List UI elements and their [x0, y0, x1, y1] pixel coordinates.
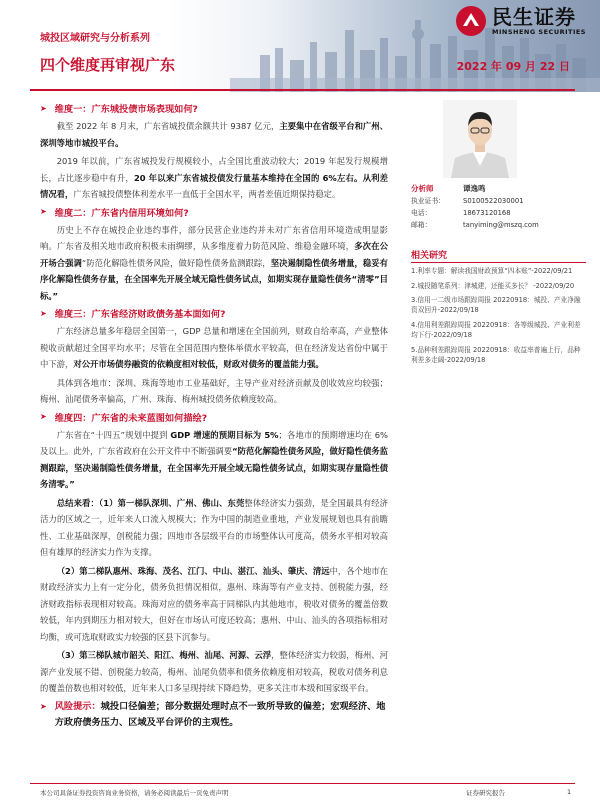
- body-text: 历史上不存在城投企业违约事件，部分民营企业违约并未对广东省信用环境造成明显影响。广东省及相关地市政府积极未雨绸缪，从多维度着力防范风险、维稳金融环境，: [40, 224, 388, 251]
- email-value[interactable]: tanyiming@mszq.com: [463, 221, 539, 229]
- arrow-icon: ➤: [40, 103, 47, 113]
- logo-english-name: MINSHENG SECURITIES: [492, 28, 586, 36]
- body-paragraph: [40, 427, 388, 493]
- logo-chinese-name: 民生证券: [492, 5, 576, 29]
- section-heading-text: 维度四：广东省的未来蓝图如何描绘?: [54, 412, 208, 424]
- analyst-label: 分析师: [411, 184, 434, 193]
- arrow-icon: ➤: [40, 308, 47, 318]
- minsheng-logo: [454, 4, 586, 38]
- report-title: 四个维度再审视广东: [40, 56, 176, 74]
- bold-text: “防范化解隐性债务风险，做好隐性债务监测跟踪，坚决遏制隐性债务增量，在全国率先开展全域无隐性债务试点，如期实现存量隐性债务清零。”: [40, 446, 389, 489]
- section-heading: [40, 306, 388, 320]
- bold-text: 总结来看：（1）第一梯队深圳、广州、佛山、东莞: [56, 497, 245, 508]
- section-heading-text: 维度一：广东城投债市场表现如何?: [54, 104, 198, 115]
- phone-value: 18673120168: [463, 209, 511, 217]
- bold-text: （2）第二梯队惠州、珠海、茂名、江门、中山、湛江、汕头、肇庆、清远: [56, 565, 330, 576]
- body-text: 2019 年以前，广东省城投发行规模较小，占全国比重波动较大；2019 年起发行规模增长，占比逐步稳中有升，: [40, 156, 388, 183]
- body-text: 整体经济实力强劲，是全国最具有经济活力的区域之一，近年来人口流入规模大；作为中国的制造业重地，产业发展规划也具有前瞻性、工业基础深厚，创税能力强；四地市各层级平台的市场整体认可度高，债务水平相对较高但有雄厚的经济实力作为支撑。: [40, 497, 388, 557]
- arrow-icon: ➤: [40, 412, 47, 421]
- bold-text: 多次在公开场合强调: [40, 241, 389, 268]
- analyst-photo: [443, 100, 517, 178]
- related-research-item[interactable]: 5.品种利差跟踪周报 20220918：收益率普遍上行，品种利差多走阔-2022/09/18: [411, 345, 581, 365]
- body-paragraph: [40, 375, 388, 408]
- body-paragraph: [40, 118, 388, 151]
- section-heading: [40, 205, 388, 219]
- bold-text: 20 年以来广东省城投债发行量基本维持在全国的 6%左右。从利差情况看，: [40, 172, 388, 199]
- body-paragraph: [40, 222, 388, 305]
- bold-text: 对公开市场债券融资的依赖度相对较低，财政对债务的覆盖能力强。: [73, 359, 324, 369]
- body-text: ，整体经济实力较弱，梅州、河源产业发展不错、创税能力较高，梅州、汕尾负债率和债务依赖度相对较高，税收对债务利息的覆盖倍数也相对较低，近年来人口多呈现持续下降趋势，更多关注市本级和国家级平台。: [40, 650, 388, 693]
- footer-divider: [30, 783, 575, 784]
- main-content: [40, 101, 388, 734]
- body-paragraph: [40, 323, 388, 373]
- minsheng-logo-icon: [454, 4, 488, 38]
- body-paragraph: [40, 495, 388, 561]
- body-text: 具体到各地市：深圳、珠海等地市工业基础好，主导产业对经济贡献及创收效应均较强；梅州、汕尾债务率偏高，广州、珠海、梅州城投债务依赖度较高。: [40, 377, 388, 404]
- related-research-item[interactable]: 4.信用利差跟踪周报 20220918：各等级城投、产业利差均下行-2022/09/18: [411, 321, 581, 340]
- arrow-icon: ➤: [40, 701, 47, 711]
- body-text: 中，各个地市在财政经济实力上有一定分化，债务负担情况相似，惠州、珠海等有产业支持、创税能力强，经济财政指标表现相对较高。珠海对应的债务率高于同梯队内其他地市，税收对债务的覆盖倍数较低，年内到期压力相对较大，但好在市场认可度还较高；惠州、中山、汕头的各项指标相对均衡，或可选取财政实力较强的区县下沉参与。: [40, 565, 388, 642]
- related-research-item[interactable]: 2.城投随笔系列：津城建，还能买多长？ -2022/09/20: [411, 281, 575, 290]
- related-research-divider: [411, 262, 586, 263]
- footer-page-number: 1: [567, 788, 572, 796]
- body-paragraph: [40, 153, 388, 203]
- section-heading-text: 维度三：广东省经济财政债务基本面如何?: [54, 309, 226, 320]
- bold-text: GDP 增速的预期目标为 5%: [170, 429, 279, 440]
- body-text: 截至 2022 年 8 月末，广东省城投债余额共计 9387 亿元，: [56, 121, 280, 131]
- section-heading-text: 维度二：广东省内信用环境如何?: [54, 207, 189, 219]
- footer-report-type: 证券研究报告: [466, 789, 505, 797]
- report-header: [0, 0, 600, 92]
- phone-label: 电话：: [411, 209, 432, 217]
- body-paragraph: [40, 563, 388, 646]
- risk-text: 城投口径偏差；部分数据处理时点不一致所导致的偏差；宏观经济、地方政府债务压力、区域及平台评价的主观性。: [54, 700, 386, 728]
- report-date: 2022 年 09 月 22 日: [456, 60, 570, 73]
- section-heading: [40, 410, 388, 424]
- body-text: ；各地市的预期增速均在 6%及以上。此外，广东省政府在公开文件中不断强调要: [40, 429, 388, 456]
- related-research-title: 相关研究: [411, 251, 448, 261]
- bold-text: 主要集中在省级平台和广州、深圳等地市城投平台。: [40, 121, 388, 148]
- email-label: 邮箱：: [411, 221, 432, 229]
- analyst-name: 谭逸鸣: [463, 184, 486, 193]
- cert-label: 执业证书：: [411, 197, 445, 205]
- related-research-item[interactable]: 1.利率专题：解读我国财政预算“四本账”-2022/09/21: [411, 267, 573, 275]
- report-series: 城投区域研究与分析系列: [40, 33, 150, 44]
- analyst-info: [411, 183, 586, 231]
- body-text: 广东省在“十四五”规划中提到: [56, 429, 171, 440]
- body-text: 广东省城投债整体利差水平一直低于全国水平，两者差值近期保持稳定。: [73, 189, 341, 199]
- bold-text: 坚决遏制隐性债务增量，稳妥有序化解隐性债务存量，在全国率先开展全域无隐性债务试点，如期实现存量隐性债务“清零”目标。”: [40, 257, 389, 301]
- body-text: 广东经济总量多年稳居全国第一，GDP 总量和增速在全国前列，财政自给率高，产业整体税收贡献超过全国平均水平；尽管在全国范围内整体举债水平较高，但在经济发达省份中属于中下游，: [40, 326, 388, 369]
- section-heading: [40, 101, 388, 115]
- section-heading: [40, 699, 388, 731]
- cert-value: S0100522030001: [463, 197, 524, 205]
- header-divider: [30, 89, 575, 91]
- arrow-icon: ➤: [40, 207, 47, 216]
- body-paragraph: [40, 647, 388, 697]
- related-research-list: [411, 266, 586, 370]
- bold-text: （3）第三梯队城市韶关、阳江、梅州、汕尾、河源、云浮: [56, 650, 272, 660]
- footer-disclaimer: 本公司具备证券投资咨询业务资格，请务必阅读最后一页免责声明: [40, 789, 229, 797]
- related-research-item[interactable]: 3.信用一二级市场跟踪周报 20220918：城投、产业净融资双回升-2022/09/18: [411, 296, 581, 315]
- section-heading-text: 风险提示：: [54, 700, 101, 712]
- body-text: “防范化解隐性债务风险，做好隐性债务监测跟踪，: [81, 257, 271, 268]
